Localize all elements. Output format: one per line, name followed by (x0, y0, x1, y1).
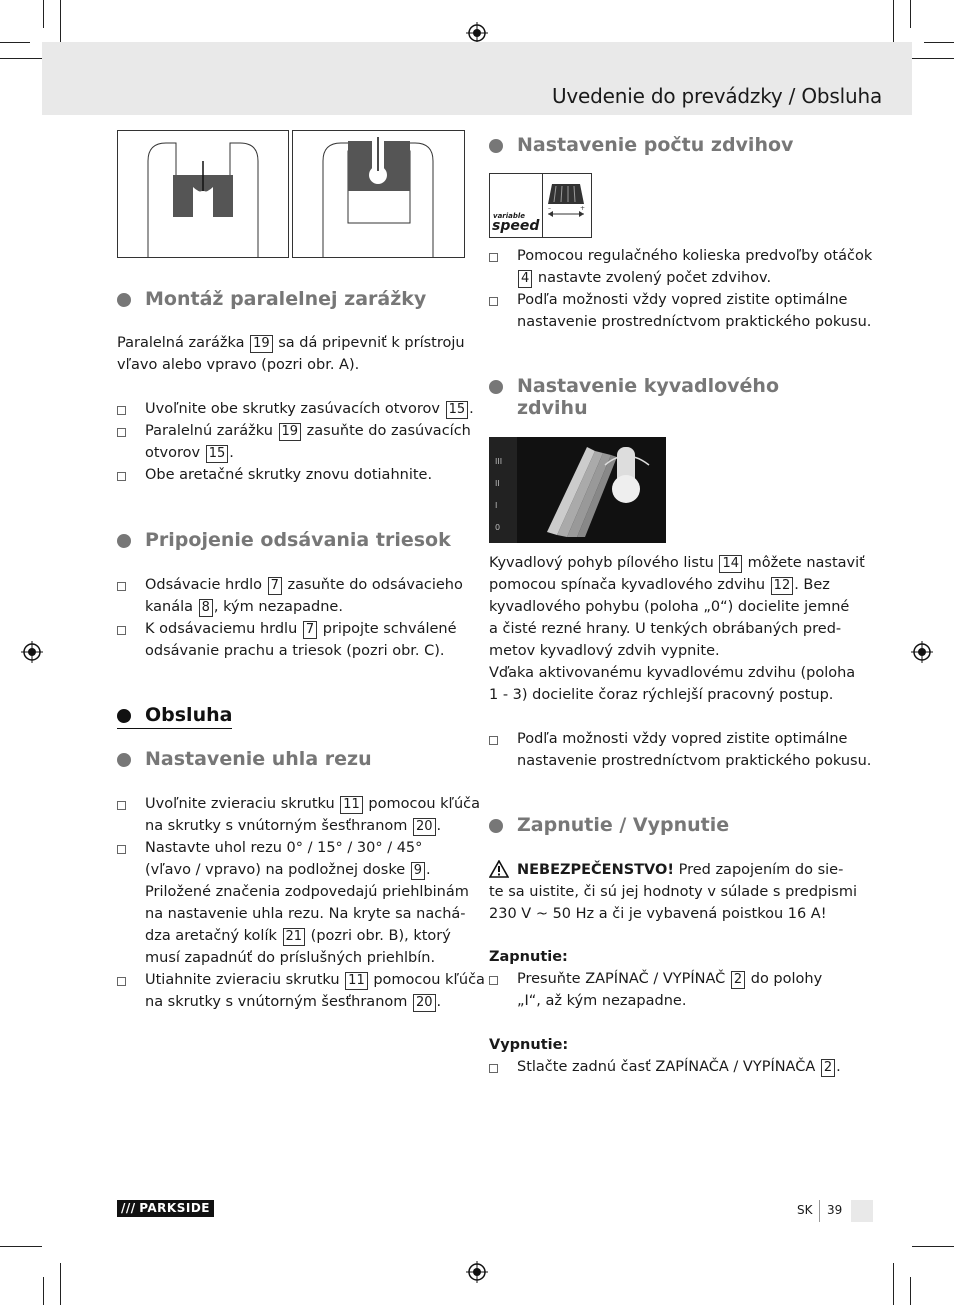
section-heading: Montáž paralelnej zarážky (117, 288, 426, 310)
figure-parallel-guide-left (117, 130, 289, 258)
list-item-cont: dza aretačný kolík 21 (pozri obr. B), ktorý (145, 928, 451, 944)
list-item-cont: Priložené značenia zodpovedajú priehlbinám (145, 884, 469, 900)
list-item-cont: musí zapadnúť do príslušných priehlbín. (145, 950, 436, 966)
page-number: 39 (827, 1203, 843, 1217)
crop-mark (43, 0, 44, 28)
list-item-cont: nastavenie prostredníctvom praktického pokusu. (517, 314, 872, 330)
section-heading: Pripojenie odsávania triesok (117, 529, 451, 551)
pendulum-mark: 0 (495, 523, 501, 532)
figure-pendulum-stroke (489, 437, 666, 543)
pendulum-mark: I (495, 501, 498, 510)
paragraph: Paralelná zarážka 19 sa dá pripevniť k prístroju (117, 335, 465, 351)
crop-mark (893, 0, 894, 42)
registration-mark-icon (21, 641, 43, 663)
footer-divider (819, 1200, 820, 1222)
list-item: Obe aretačné skrutky znovu dotiahnite. (117, 464, 432, 486)
list-item: Stlačte zadnú časť ZAPÍNAČA / VYPÍNAČA 2 . (489, 1056, 841, 1078)
language-code: SK (797, 1203, 813, 1217)
list-item: K odsávaciemu hrdlu 7 pripojte schválené (117, 618, 457, 640)
crop-mark (0, 58, 42, 59)
paragraph: Kyvadlový pohyb pílového listu 14 môžete nastaviť (489, 555, 865, 571)
svg-text:–: – (548, 205, 551, 212)
pendulum-mark: II (495, 479, 500, 488)
crop-mark (0, 42, 30, 43)
list-item-cont: na nastavenie uhla rezu. Na kryte sa nachá- (145, 906, 466, 922)
list-item-cont: „I“, až kým nezapadne. (517, 993, 687, 1009)
registration-mark-icon (911, 641, 933, 663)
paragraph: a čisté rezné hrany. U tenkých obrábaných pred- (489, 621, 842, 637)
section-heading-main: Obsluha (117, 704, 232, 729)
section-heading: Nastavenie uhla rezu (117, 748, 372, 770)
speed-dial-icon (544, 178, 589, 233)
footer-tab (851, 1200, 873, 1222)
crop-mark (912, 1246, 954, 1247)
crop-mark (912, 58, 954, 59)
paragraph: Vďaka aktivovanému kyvadlovému zdvihu (poloha (489, 665, 856, 681)
list-item: Nastavte uhol rezu 0° / 15° / 30° / 45° (117, 837, 422, 859)
list-item: Odsávacie hrdlo 7 zasuňte do odsávacieho (117, 574, 463, 596)
crop-mark (43, 1277, 44, 1305)
list-item-cont: nastavenie prostredníctvom praktického pokusu. (517, 753, 872, 769)
section-heading-cont: zdvihu (517, 397, 588, 419)
list-item-cont: na skrutky s vnútorným šesťhranom 20 . (145, 818, 442, 834)
list-item-cont: na skrutky s vnútorným šesťhranom 20 . (145, 994, 442, 1010)
crop-mark (0, 1246, 42, 1247)
list-item: Paralelnú zarážku 19 zasuňte do zasúvacích (117, 420, 471, 442)
paragraph: vľavo alebo vpravo (pozri obr. A). (117, 357, 360, 373)
brand-logo: /// PARKSIDE (117, 1200, 214, 1217)
paragraph: kyvadlového pohybu (poloha „0“) docielite jemné (489, 599, 850, 615)
list-item: Podľa možnosti vždy vopred zistite optimálne (489, 728, 847, 750)
crop-mark (893, 1263, 894, 1305)
list-item-cont: otvorov 15 . (145, 445, 234, 461)
list-item: Uvoľnite obe skrutky zasúvacích otvorov 15 . (117, 398, 474, 420)
list-item: Pomocou regulačného kolieska predvoľby otáčok (489, 245, 872, 267)
section-heading: Zapnutie / Vypnutie (489, 814, 729, 836)
registration-mark-icon (466, 1261, 488, 1283)
list-item-cont: 4 nastavte zvolený počet zdvihov. (517, 267, 771, 289)
paragraph: pomocou spínača kyvadlového zdvihu 12 . Bez (489, 577, 830, 593)
crop-mark (60, 0, 61, 42)
figure-parallel-guide-right (292, 130, 465, 258)
section-heading: Nastavenie kyvadlového (489, 375, 779, 397)
crop-mark (910, 0, 911, 28)
crop-mark (924, 42, 954, 43)
list-item: Utiahnite zvieraciu skrutku 11 pomocou kľúča (117, 969, 485, 991)
list-item-cont: kanála 8 , kým nezapadne. (145, 599, 343, 615)
paragraph: 1 - 3) docielite čoraz rýchlejší pracovný postup. (489, 687, 834, 703)
list-item-cont: (vľavo / vpravo) na podložnej doske 9 . (145, 862, 431, 878)
registration-mark-icon (466, 22, 488, 44)
svg-text:+: + (580, 205, 586, 212)
section-heading: Nastavenie počtu zdvihov (489, 134, 793, 156)
list-item: Uvoľnite zvieraciu skrutku 11 pomocou kľúča (117, 793, 480, 815)
list-item: Presuňte ZAPÍNAČ / VYPÍNAČ 2 do polohy (489, 968, 822, 990)
list-item: Podľa možnosti vždy vopred zistite optimálne (489, 289, 847, 311)
warning-icon (489, 860, 509, 878)
page-title: Uvedenie do prevádzky / Obsluha (551, 84, 882, 108)
subheading-off: Vypnutie: (489, 1037, 569, 1053)
warning-text: NEBEZPEČENSTVO! Pred zapojením do sie- (517, 862, 844, 878)
paragraph: metov kyvadlový zdvih vypnite. (489, 643, 720, 659)
pendulum-blades-icon (517, 437, 666, 543)
crop-mark (60, 1263, 61, 1305)
warning-text: te sa uistite, či sú jej hodnoty v súlade s predpismi (489, 884, 857, 900)
pendulum-mark: III (495, 457, 503, 466)
figure-variable-speed: variable speed – + (489, 173, 592, 238)
subheading-on: Zapnutie: (489, 949, 568, 965)
crop-mark (910, 1277, 911, 1305)
list-item-cont: odsávanie prachu a triesok (pozri obr. C). (145, 643, 445, 659)
warning-text: 230 V ~ 50 Hz a či je vybavená poistkou 16 A! (489, 906, 827, 922)
